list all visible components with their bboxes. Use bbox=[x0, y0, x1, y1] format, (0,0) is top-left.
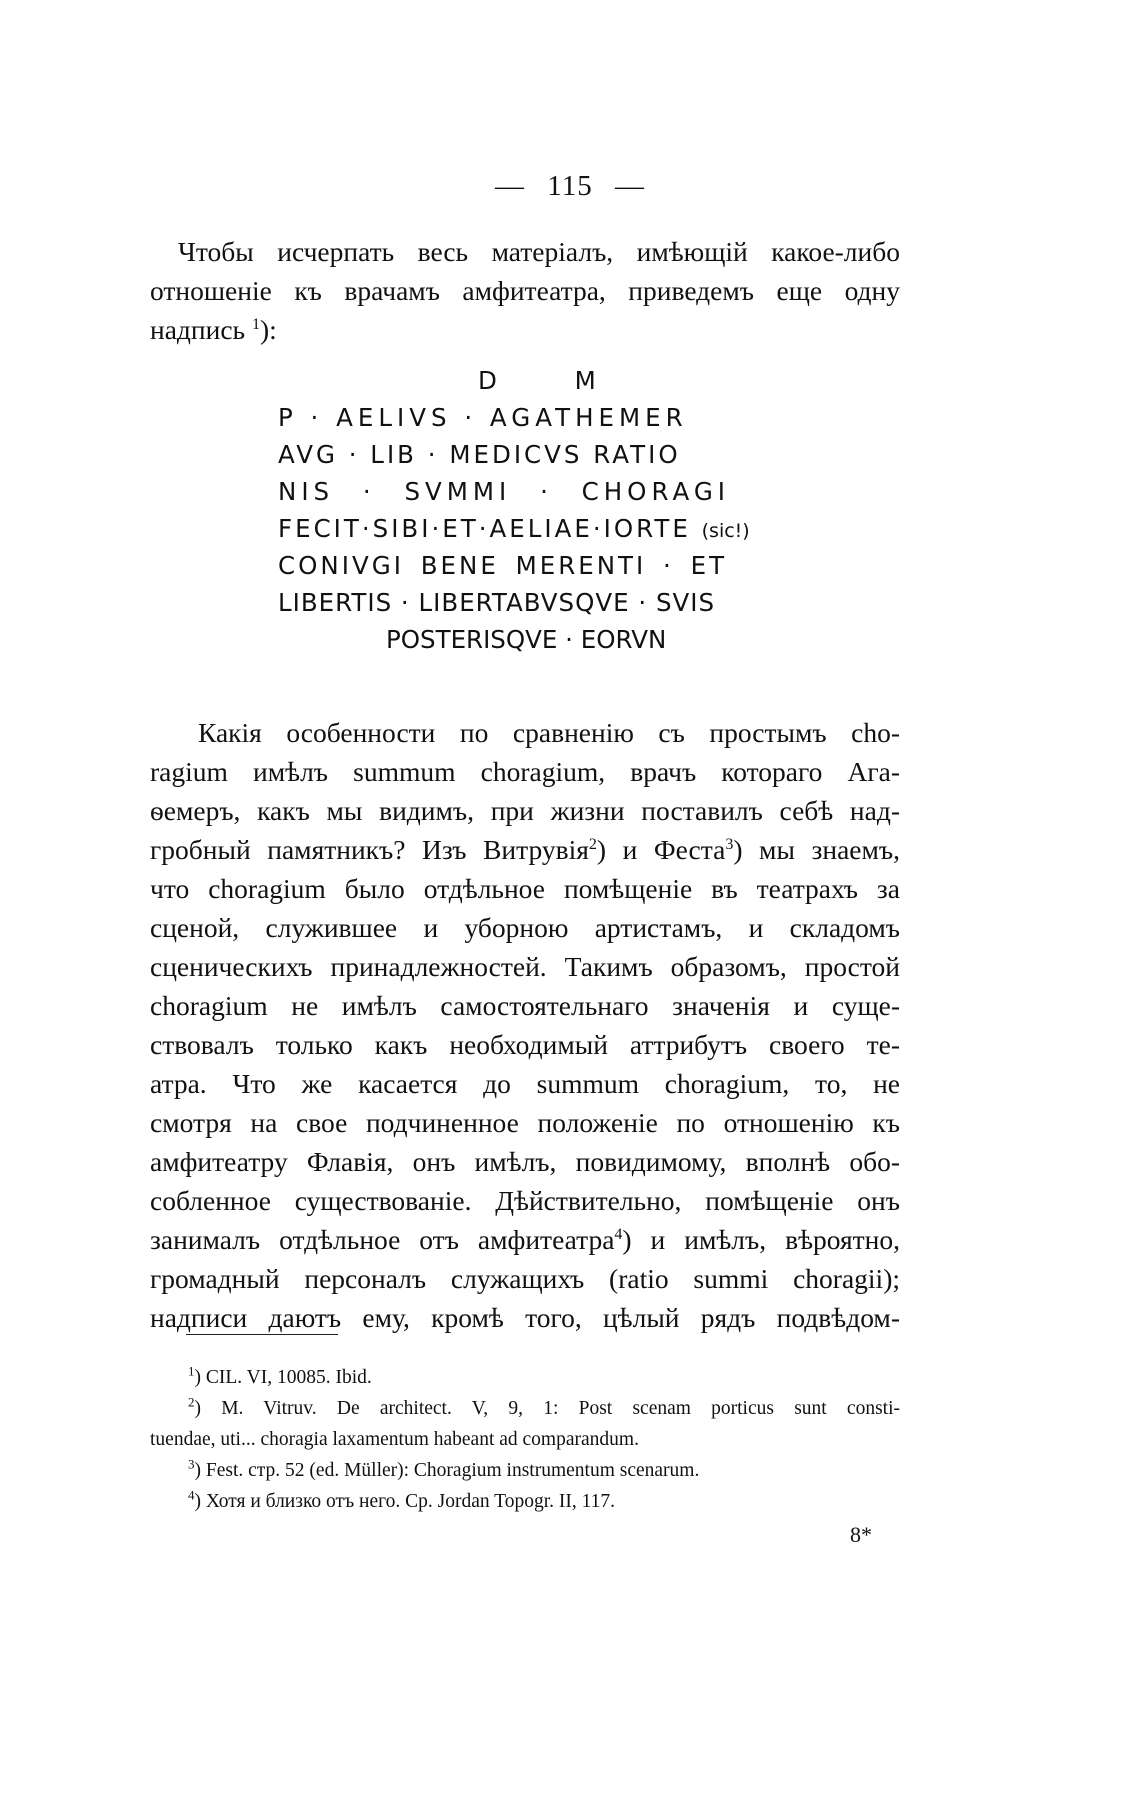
text-line: отношеніе къ врачамъ амфитеатра, приведемъ еще одну bbox=[150, 275, 900, 306]
footnote-ref: 3 bbox=[725, 835, 734, 853]
footnote-ref: 2 bbox=[588, 835, 597, 853]
footnote-mark: 2 bbox=[188, 1394, 195, 1410]
text-span: занималъ отдѣльное отъ амфитеатра bbox=[150, 1224, 615, 1255]
text-span: гробный памятникъ? Изъ Витрувія bbox=[150, 834, 589, 865]
text-line: choragium не имѣлъ самостоятельнаго значенія и суще- bbox=[150, 990, 900, 1021]
text-line: ствовалъ только какъ необходимый аттрибутъ своего те- bbox=[150, 1029, 900, 1060]
footnote-2-continuation: tuendae, uti... choragia laxamentum habeant ad comparandum. bbox=[150, 1429, 639, 1450]
text-line: надписи даютъ ему, кромѣ того, цѣлый рядъ подвѣдом- bbox=[150, 1302, 900, 1333]
inscription-line: NIS · SVMMI · CHORAGI bbox=[278, 477, 731, 506]
footnote-mark: 3 bbox=[188, 1456, 195, 1472]
footnote-divider bbox=[186, 1334, 338, 1335]
footnote-ref: 4 bbox=[614, 1225, 623, 1243]
text-line: Какія особенности по сравненію съ простымъ cho- bbox=[198, 717, 900, 748]
sic-note: (sic!) bbox=[701, 520, 750, 542]
text-span: ) мы знаемъ, bbox=[733, 834, 900, 865]
inscription-line: LIBERTIS · LIBERTABVSQVE · SVIS bbox=[278, 588, 716, 617]
inscription-line: POSTERISQVE · EORVN bbox=[386, 625, 667, 654]
footnote-text: ) Fest. стр. 52 (ed. Müller): Choragium instrumentum scenarum. bbox=[194, 1460, 700, 1481]
footnote-text: ) Хотя и близко отъ него. Ср. Jordan Topogr. II, 117. bbox=[194, 1491, 615, 1512]
text-line: атра. Что же касается до summum choragium, то, не bbox=[150, 1068, 900, 1099]
text-line: сценическихъ принадлежностей. Такимъ образомъ, простой bbox=[150, 951, 900, 982]
text-line: громадный персоналъ служащихъ (ratio summi choragii); bbox=[150, 1263, 900, 1294]
inscription-line: P · AELIVS · AGATHEMER bbox=[278, 403, 688, 432]
page-number-prefix: — bbox=[495, 170, 526, 202]
text-span: ): bbox=[259, 314, 277, 345]
text-span: ) и имѣлъ, вѣроятно, bbox=[622, 1224, 900, 1255]
inscription-line: AVG · LIB · MEDICVS RATIO bbox=[278, 440, 681, 469]
footnote-ref: 1 bbox=[251, 315, 260, 333]
footnote-2 bbox=[150, 1393, 900, 1424]
text-line: смотря на свое подчиненное положеніе по отношенію къ bbox=[150, 1107, 900, 1138]
text-line: собленное существованіе. Дѣйствительно, помѣщеніе онъ bbox=[150, 1185, 900, 1216]
page-number-suffix: — bbox=[614, 170, 645, 202]
intro-paragraph bbox=[150, 232, 900, 349]
footnote-text: ) M. Vitruv. De architect. V, 9, 1: Post scenam porticus sunt consti- bbox=[194, 1398, 900, 1419]
footnote-4 bbox=[150, 1486, 900, 1517]
inscription-line: D M bbox=[478, 366, 601, 395]
text-span: надпись bbox=[150, 314, 246, 345]
footnote-1 bbox=[150, 1362, 900, 1393]
main-paragraph bbox=[150, 713, 900, 1337]
inscription-line bbox=[278, 510, 750, 550]
text-line bbox=[150, 1220, 900, 1259]
footnotes bbox=[150, 1362, 900, 1517]
text-line: что choragium было отдѣльное помѣщеніе въ театрахъ за bbox=[150, 873, 900, 904]
text-line: Чтобы исчерпать весь матеріалъ, имѣющій какое-либо bbox=[178, 236, 900, 267]
footnote-3 bbox=[150, 1455, 900, 1486]
page-number bbox=[0, 170, 1140, 203]
inscription-text: FECIT·SIBI·ET·AELIAE·IORTE bbox=[278, 514, 691, 543]
text-span: ) и Феста bbox=[596, 834, 726, 865]
text-line bbox=[150, 830, 900, 869]
text-line: ѳемеръ, какъ мы видимъ, при жизни поставилъ себѣ над- bbox=[150, 795, 900, 826]
page-number-value: 115 bbox=[547, 170, 593, 202]
inscription-line: CONIVGI BENE MERENTI · ET bbox=[278, 551, 728, 580]
text-line bbox=[150, 310, 900, 349]
printer-signature: 8* bbox=[850, 1522, 872, 1547]
text-line: сценой, служившее и уборною артистамъ, и складомъ bbox=[150, 912, 900, 943]
footnote-mark: 4 bbox=[188, 1487, 195, 1503]
text-line: амфитеатру Флавія, онъ имѣлъ, повидимому, вполнѣ обо- bbox=[150, 1146, 900, 1177]
text-line: ragium имѣлъ summum choragium, врачъ котораго Ага- bbox=[150, 756, 900, 787]
footnote-text: ) CIL. VI, 10085. Ibid. bbox=[194, 1367, 372, 1388]
footnote-mark: 1 bbox=[188, 1363, 195, 1379]
